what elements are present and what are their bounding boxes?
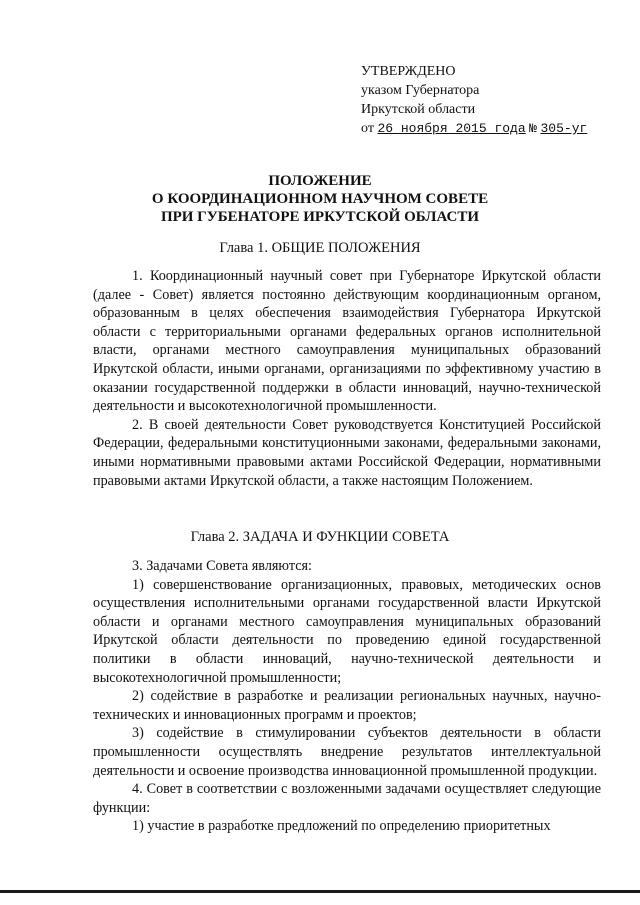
approval-date-line — [361, 119, 621, 138]
approval-title: УТВЕРЖДЕНО — [361, 64, 456, 79]
approval-line-decree: указом Губернатора — [361, 83, 480, 98]
chapter-2-body — [93, 557, 601, 836]
approval-date: 26 ноября 2015 года — [377, 121, 526, 136]
paragraph-1: 1. Координационный научный совет при Губернаторе Иркутской области (далее - Совет) является постоянно действующим координационным органом, образованным в целях обеспечения взаимодействия Губернатора Иркутской области с территориальными органами федеральных органов исполнительной власти, органами местного самоуправления муниципальных образований Иркутской области, иными органами, организациями по эффективному участию в оказании государственной поддержки в области инноваций, научно-технической деятельности и высокотехнологичной промышленности. — [93, 268, 601, 415]
title-line-1: ПОЛОЖЕНИЕ — [268, 173, 372, 189]
paragraph-3-item-3: 3) содействие в стимулировании субъектов деятельности в области промышленности осуществлять внедрение результатов интеллектуальной деятельности и освоение производства инновационной промышленной продукции. — [93, 725, 601, 779]
approval-number-sign: № — [529, 121, 537, 136]
chapter-1-heading: Глава 1. ОБЩИЕ ПОЛОЖЕНИЯ — [219, 240, 421, 256]
chapter-2-heading: Глава 2. ЗАДАЧА И ФУНКЦИИ СОВЕТА — [190, 529, 450, 545]
paragraph-3-item-1: 1) совершенствование организационных, правовых, методических основ осуществления исполнительными органами государственной власти Иркутской области и органами местного самоуправления муниципальных образований Иркутской области деятельности по проведению единой государственной политики в области инноваций, научно-технической деятельности и высокотехнологичной промышленности; — [93, 576, 601, 686]
paragraph-4-item-1: 1) участие в разработке предложений по определению приоритетных — [132, 818, 551, 835]
approval-ot: от — [361, 121, 374, 136]
approval-line-region: Иркутской области — [361, 102, 476, 117]
chapter-1-body — [93, 267, 601, 490]
title-line-3: ПРИ ГУБЕНАТОРЕ ИРКУТСКОЙ ОБЛАСТИ — [160, 209, 480, 225]
paragraph-2: 2. В своей деятельности Совет руководствуется Конституцией Российской Федерации, федеральными конституционными законами, федеральными законами, иными нормативными правовыми актами Российской Федерации, нормативными правовыми актами Иркутской области, а также настоящим Положением. — [93, 416, 601, 489]
paragraph-3-item-2: 2) содействие в разработке и реализации региональных научных, научно-технических и инновационных программ и проектов; — [93, 688, 601, 723]
document-title — [90, 172, 550, 226]
title-line-2: О КООРДИНАЦИОННОМ НАУЧНОМ СОВЕТЕ — [151, 191, 489, 207]
approval-stamp — [361, 62, 621, 138]
page-bottom-border — [0, 890, 640, 893]
paragraph-3: 3. Задачами Совета являются: — [132, 558, 312, 574]
approval-number: 305-уг — [540, 121, 588, 136]
paragraph-4: 4. Совет в соответствии с возложенными задачами осуществляет следующие функции: — [93, 781, 601, 816]
